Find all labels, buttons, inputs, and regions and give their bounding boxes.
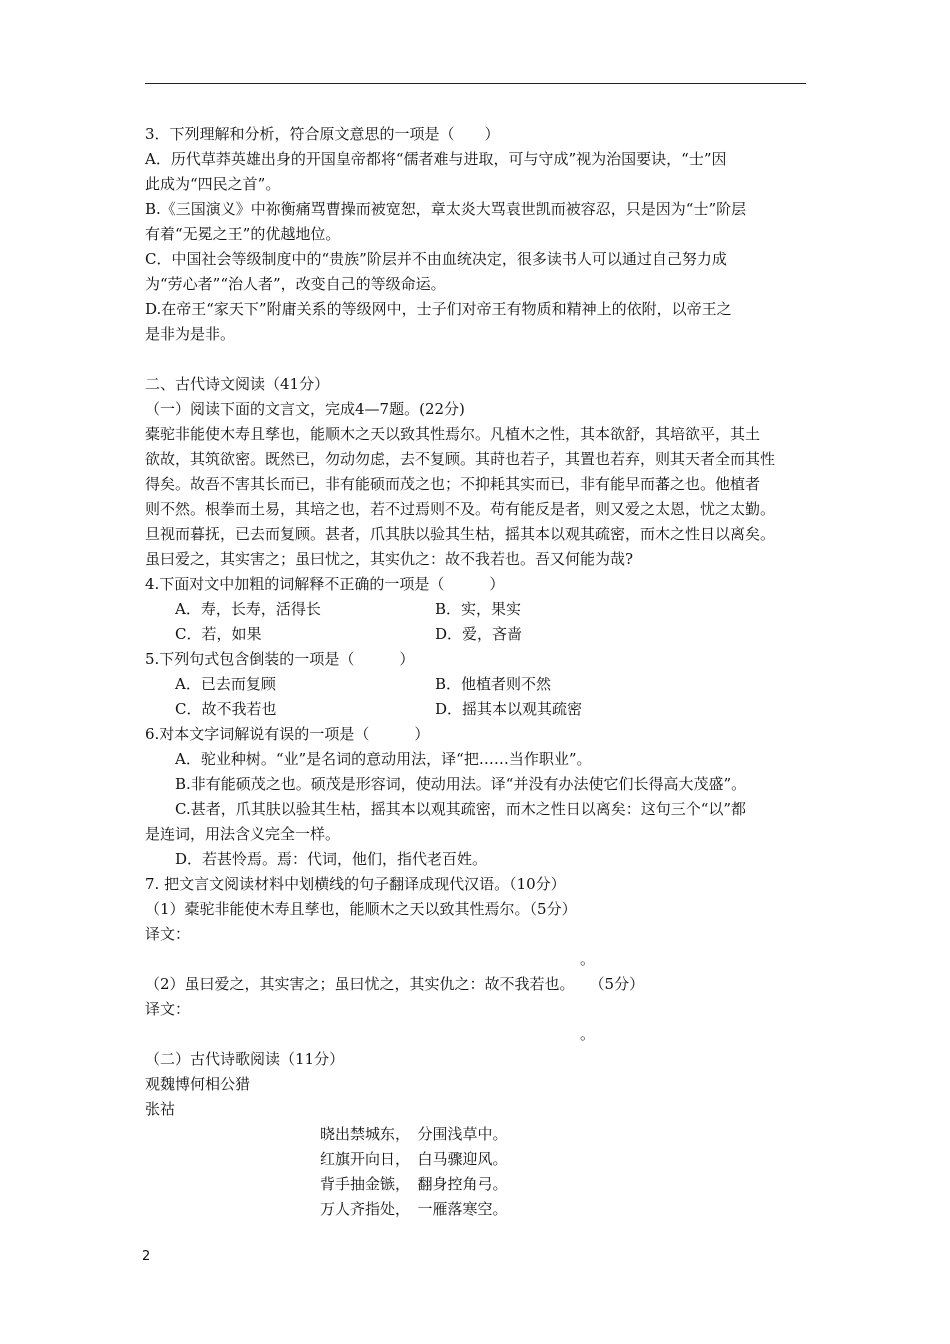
poem-author: 张祜 xyxy=(145,1100,176,1118)
q5-option-b: B．他植者则不然 xyxy=(435,675,552,693)
q3-option-a-line2: 此成为“四民之首”。 xyxy=(145,175,281,193)
header-rule xyxy=(145,83,806,84)
q4-options-row2 xyxy=(145,622,810,647)
q7-answer-end-1: 。 xyxy=(580,950,596,968)
poem-section-heading: （二）古代诗歌阅读（11分） xyxy=(145,1050,345,1068)
document-body xyxy=(145,122,810,1222)
passage-line: 则不然。根拳而土易，其培之也，若不过焉则不及。苟有能反是者，则又爱之太恩，忧之太勤。 xyxy=(145,500,776,518)
q6-stem: 6.对本文字词解说有误的一项是（ ） xyxy=(145,725,430,743)
q5-option-c: C．故不我若也 xyxy=(175,700,277,718)
q4-stem: 4.下面对文中加粗的词解释不正确的一项是（ ） xyxy=(145,575,505,593)
passage-line: 欲故，其筑欲密。既然已，勿动勿虑，去不复顾。其莳也若子，其置也若弃，则其天者全而其性 xyxy=(145,450,776,468)
q4-option-b: B．实，果实 xyxy=(435,600,522,618)
q7-sentence-2: （2）虽曰爱之，其实害之；虽曰忧之，其实仇之：故不我若也。 （5分） xyxy=(145,975,645,993)
q7-translation-label-1: 译文： xyxy=(145,925,191,943)
section-heading: 二、古代诗文阅读（41分） xyxy=(145,375,330,393)
poem-line: 红旗开向日， 白马骤迎风。 xyxy=(320,1150,508,1168)
poem-line: 万人齐指处， 一雁落寒空。 xyxy=(320,1200,508,1218)
q7-sentence-1: （1）橐驼非能使木寿且孳也，能顺木之天以致其性焉尔。（5分） xyxy=(145,900,577,918)
q6-option-c-line2: 是连词，用法含义完全一样。 xyxy=(145,825,341,843)
passage-line: 得矣。故吾不害其长而已，非有能硕而茂之也；不抑耗其实而已，非有能早而蕃之也。他植者 xyxy=(145,475,761,493)
q7-answer-end-2: 。 xyxy=(580,1025,596,1043)
q4-option-a: A．寿，长寿，活得长 xyxy=(175,600,321,618)
q5-stem: 5.下列句式包含倒装的一项是（ ） xyxy=(145,650,415,668)
q3-option-c-line1: C．中国社会等级制度中的“贵族”阶层并不由血统决定，很多读书人可以通过自己努力成 xyxy=(145,250,727,268)
q3-option-d-line1: D.在帝王“家天下”附庸关系的等级网中，士子们对帝王有物质和精神上的依附，以帝王之 xyxy=(145,300,732,318)
q3-option-a-line1: A．历代草莽英雄出身的开国皇帝都将“儒者难与进取，可与守成”视为治国要诀，“士”因 xyxy=(145,150,727,168)
q5-option-a: A．已去而复顾 xyxy=(175,675,276,693)
q6-option-b: B.非有能硕茂之也。硕茂是形容词，使动用法。译“并没有办法使它们长得高大茂盛”。 xyxy=(175,775,747,793)
passage-line: 虽曰爱之，其实害之；虽曰忧之，其实仇之：故不我若也。吾又何能为哉? xyxy=(145,550,634,568)
q3-option-b-line1: B.《三国演义》中祢衡痛骂曹操而被宽恕，章太炎大骂袁世凯而被容忍，只是因为“士”阶层 xyxy=(145,200,747,218)
q5-options-row2 xyxy=(145,697,810,722)
q7-stem: 7. 把文言文阅读材料中划横线的句子翻译成现代汉语。（10分） xyxy=(145,875,566,893)
poem-line: 背手抽金镞， 翻身控角弓。 xyxy=(320,1175,508,1193)
q4-option-d: D．爱，吝啬 xyxy=(435,625,523,643)
q3-option-d-line2: 是非为是非。 xyxy=(145,325,236,343)
q3-option-c-line2: 为“劳心者”“治人者”，改变自己的等级命运。 xyxy=(145,275,446,293)
q5-option-d: D．摇其本以观其疏密 xyxy=(435,700,583,718)
q6-option-d: D．若甚怜焉。焉：代词，他们，指代老百姓。 xyxy=(175,850,488,868)
q4-option-c: C．若，如果 xyxy=(175,625,262,643)
page-number: 2 xyxy=(142,1249,151,1264)
poem-title: 观魏博何相公猎 xyxy=(145,1075,251,1093)
q3-option-b-line2: 有着“无冕之王”的优越地位。 xyxy=(145,225,341,243)
q7-translation-label-2: 译文： xyxy=(145,1000,191,1018)
q4-options-row1 xyxy=(145,597,810,622)
passage-line: 橐驼非能使木寿且孳也，能顺木之天以致其性焉尔。凡植木之性，其本欲舒，其培欲平，其土 xyxy=(145,425,761,443)
passage-line: 旦视而暮抚，已去而复顾。甚者，爪其肤以验其生枯，摇其本以观其疏密，而木之性日以离矣。 xyxy=(145,525,776,543)
q5-options-row1 xyxy=(145,672,810,697)
q6-option-c-line1: C.甚者，爪其肤以验其生枯，摇其本以观其疏密，而木之性日以离矣：这句三个“以”都 xyxy=(175,800,747,818)
poem-line: 晓出禁城东， 分围浅草中。 xyxy=(320,1125,508,1143)
q6-option-a: A．驼业种树。“业”是名词的意动用法，译“把……当作职业”。 xyxy=(175,750,592,768)
q3-stem: 3．下列理解和分析，符合原文意思的一项是（ ） xyxy=(145,125,500,143)
subsection-heading: （一）阅读下面的文言文，完成4—7题。(22分) xyxy=(145,400,465,418)
